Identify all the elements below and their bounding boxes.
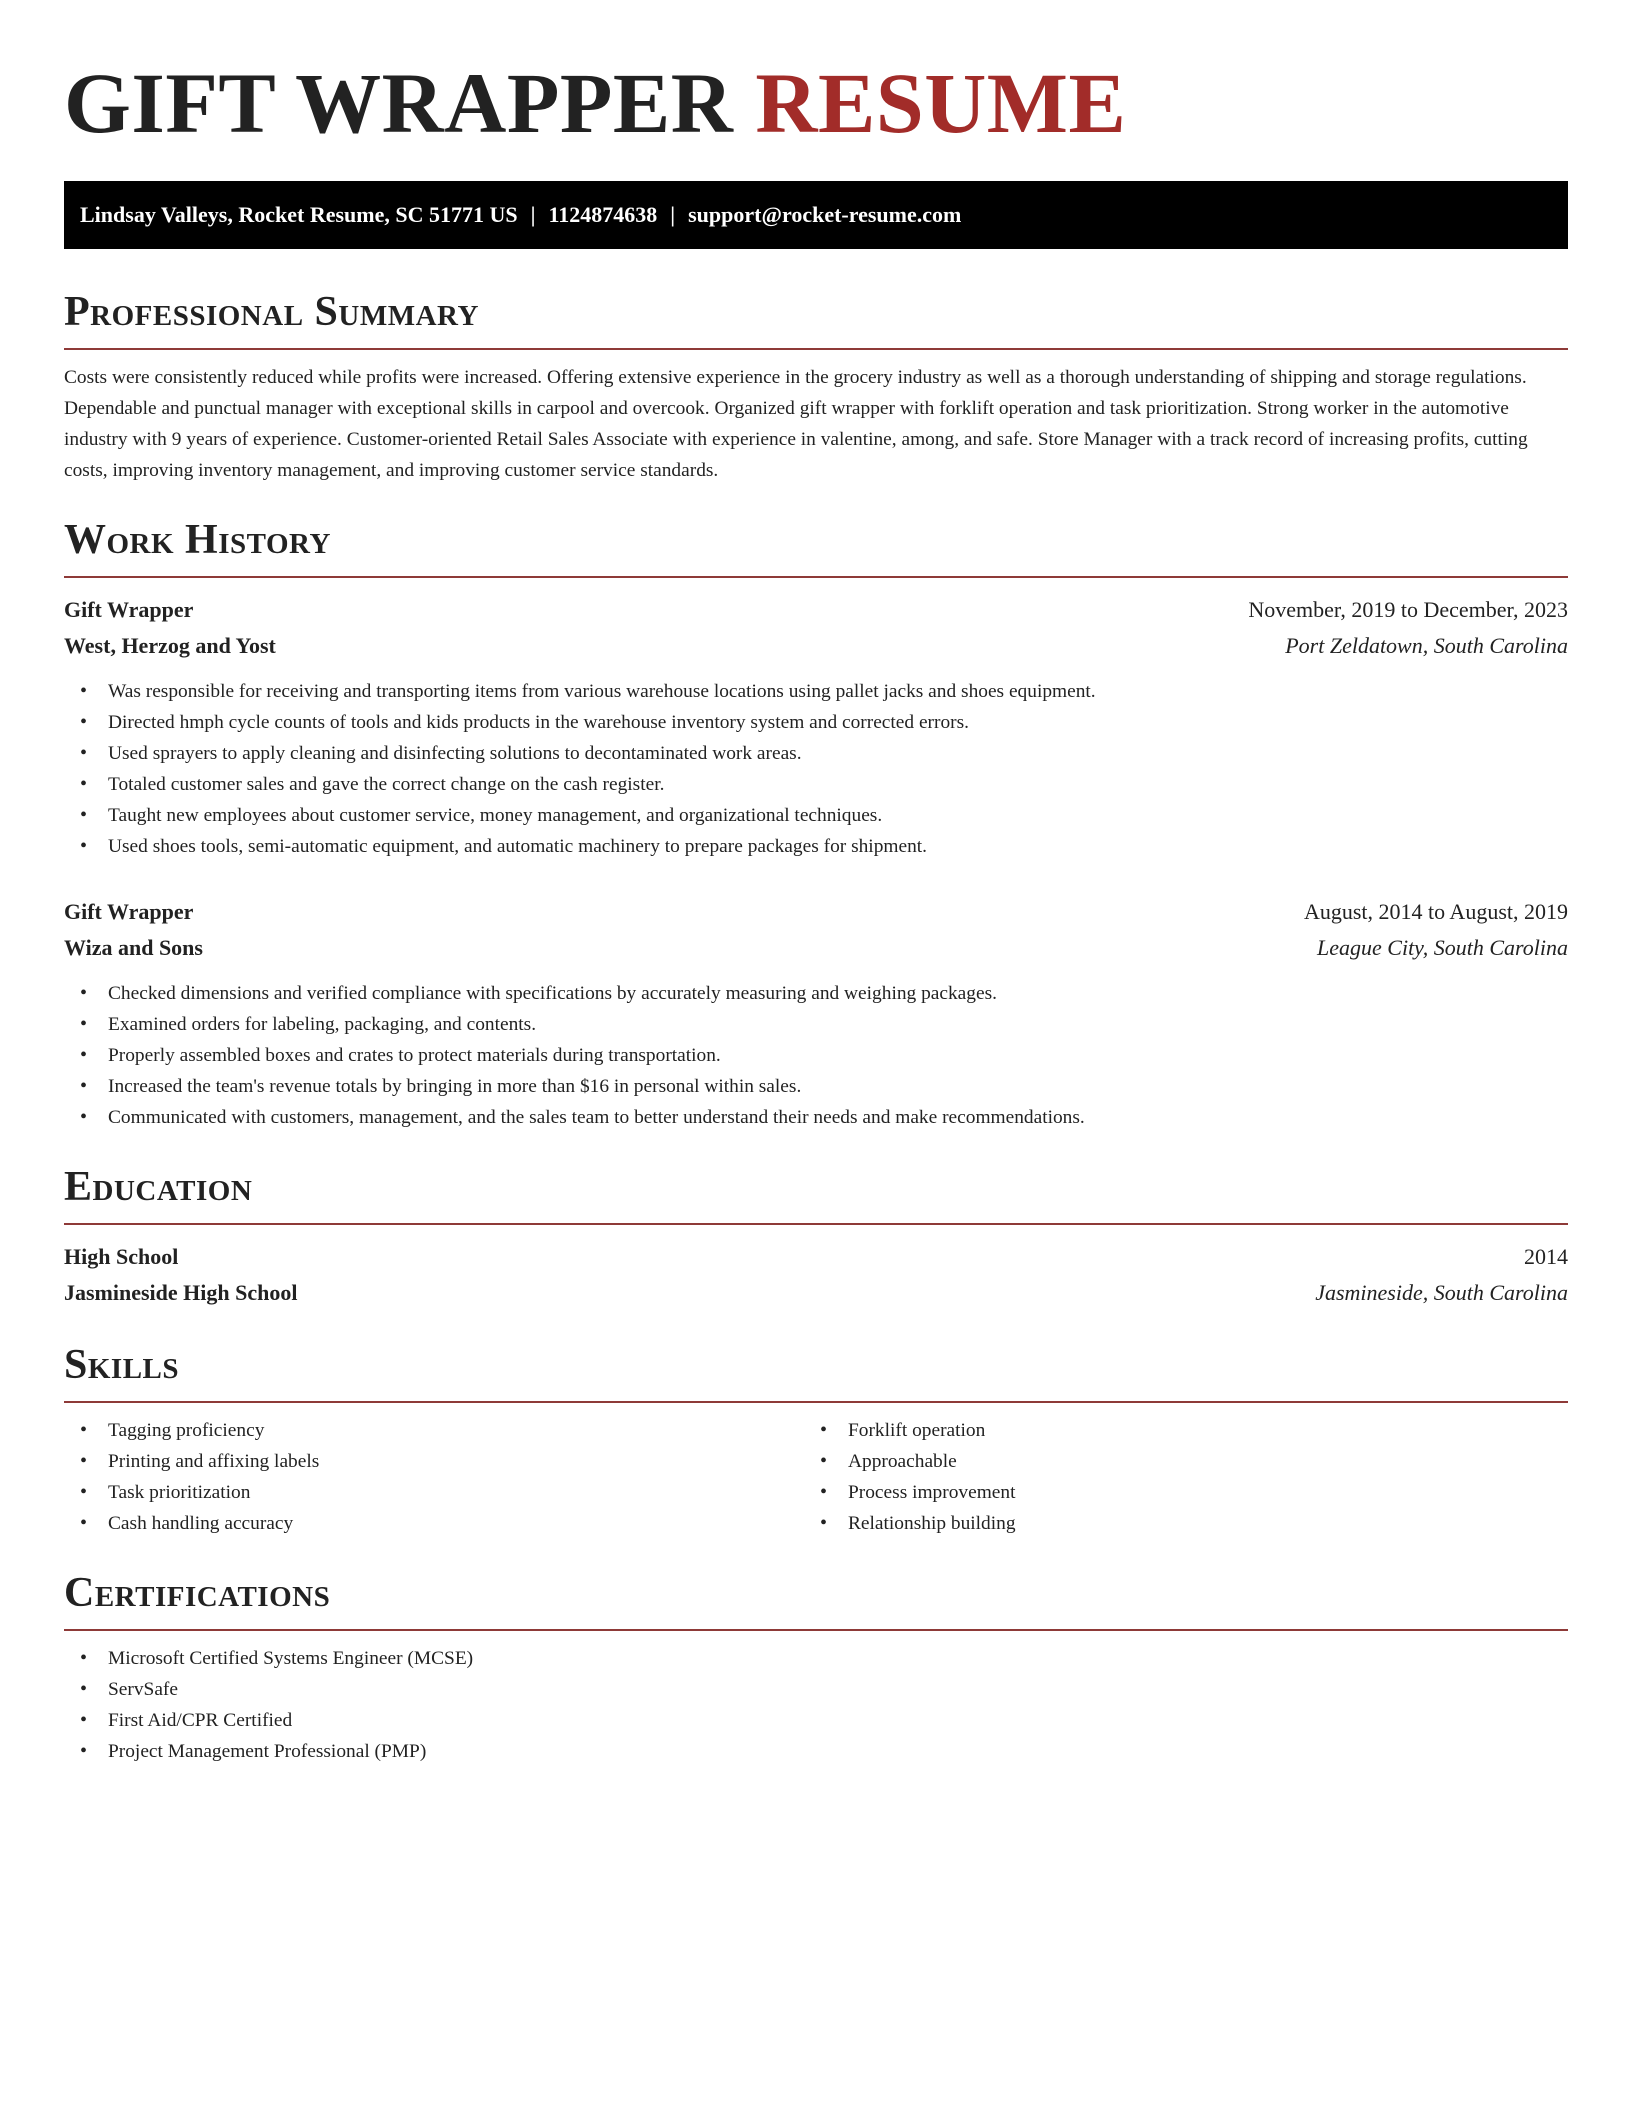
job-bullet: • Totaled customer sales and gave the correct change on the cash register. [80, 769, 1568, 800]
skill-item: • Relationship building [820, 1508, 1544, 1539]
job-bullet: • Communicated with customers, management, and the sales team to better understand their needs and make recommendations. [80, 1102, 1568, 1133]
job-bullet: • Increased the team's revenue totals by bringing in more than $16 in personal within sales. [80, 1071, 1568, 1102]
job-title: Gift Wrapper [64, 899, 194, 924]
resume-title [64, 48, 1568, 158]
summary-text: Costs were consistently reduced while profits were increased. Offering extensive experience in the grocery industry as well as a thorough understanding of shipping and storage regulations. Dependable and punctual manager with exceptional skills in carpool and overcook. Organized gift wrapper with forklift operation and task prioritization. Strong worker in the automotive industry with 9 years of experience. Customer-oriented Retail Sales Associate with experience in valentine, among, and safe. Store Manager with a track record of increasing profits, cutting costs, improving inventory management, and improving customer service standards. [64, 367, 1528, 481]
education-heading: Education [64, 1164, 253, 1210]
skills-grid [64, 1415, 1568, 1539]
skills-column-right [804, 1415, 1544, 1539]
job-bullet: • Used sprayers to apply cleaning and disinfecting solutions to decontaminated work areas. [80, 738, 1568, 769]
section-divider [64, 576, 1568, 578]
job-location: Port Zeldatown, South Carolina [1285, 633, 1568, 658]
contact-bar [64, 181, 1568, 249]
job-title: Gift Wrapper [64, 597, 194, 622]
job-bullet: • Examined orders for labeling, packaging, and contents. [80, 1009, 1568, 1040]
job-bullet: • Directed hmph cycle counts of tools and kids products in the warehouse inventory system and corrected errors. [80, 707, 1568, 738]
education-location: Jasmineside, South Carolina [1315, 1280, 1568, 1305]
skill-item: • Forklift operation [820, 1415, 1544, 1446]
work-history-heading: Work History [64, 517, 331, 563]
job-entry [64, 592, 1568, 862]
job-bullet: • Checked dimensions and verified compliance with specifications by accurately measuring and weighing packages. [80, 978, 1568, 1009]
job-bullets [64, 978, 1568, 1133]
title-main: GIFT WRAPPER [64, 55, 734, 151]
job-company: West, Herzog and Yost [64, 633, 276, 658]
contact-phone: 1124874638 [548, 202, 658, 227]
certification-item: • ServSafe [80, 1674, 1568, 1705]
job-bullet: • Used shoes tools, semi-automatic equipment, and automatic machinery to prepare packages for shipment. [80, 831, 1568, 862]
section-divider [64, 1223, 1568, 1225]
job-bullet: • Taught new employees about customer service, money management, and organizational techniques. [80, 800, 1568, 831]
skills-list [64, 1415, 804, 1539]
certifications-section [64, 1567, 1568, 1767]
job-company: Wiza and Sons [64, 935, 203, 960]
education-section [64, 1161, 1568, 1311]
skills-section [64, 1339, 1568, 1539]
title-accent: RESUME [755, 55, 1127, 151]
job-dates: November, 2019 to December, 2023 [1248, 597, 1568, 622]
job-entry [64, 894, 1568, 1133]
certifications-heading: Certifications [64, 1570, 331, 1616]
skill-item: • Cash handling accuracy [80, 1508, 804, 1539]
contact-separator: | [670, 202, 676, 227]
job-dates: August, 2014 to August, 2019 [1303, 899, 1568, 924]
certification-item: • First Aid/CPR Certified [80, 1705, 1568, 1736]
job-location: League City, South Carolina [1317, 935, 1568, 960]
skill-item: • Tagging proficiency [80, 1415, 804, 1446]
education-degree: High School [64, 1244, 179, 1269]
contact-separator: | [530, 202, 536, 227]
summary-heading: Professional Summary [64, 289, 479, 335]
work-history-section [64, 514, 1568, 1133]
summary-section [64, 286, 1568, 486]
contact-address: Lindsay Valleys, Rocket Resume, SC 51771 US [80, 202, 518, 227]
contact-email[interactable]: support@rocket-resume.com [688, 202, 962, 227]
education-school: Jasmineside High School [64, 1280, 298, 1305]
skill-item: • Task prioritization [80, 1477, 804, 1508]
section-divider [64, 1629, 1568, 1631]
job-bullets [64, 676, 1568, 862]
education-entry [64, 1239, 1568, 1311]
certification-item: • Microsoft Certified Systems Engineer (MCSE) [80, 1643, 1568, 1674]
skills-list [804, 1415, 1544, 1539]
skill-item: • Printing and affixing labels [80, 1446, 804, 1477]
skills-heading: Skills [64, 1342, 180, 1388]
certifications-list [64, 1643, 1568, 1767]
section-divider [64, 1401, 1568, 1403]
skills-column-left [64, 1415, 804, 1539]
certification-item: • Project Management Professional (PMP) [80, 1736, 1568, 1767]
skill-item: • Process improvement [820, 1477, 1544, 1508]
section-divider [64, 348, 1568, 350]
skill-item: • Approachable [820, 1446, 1544, 1477]
job-bullet: • Was responsible for receiving and transporting items from various warehouse locations using pallet jacks and shoes equipment. [80, 676, 1568, 707]
job-bullet: • Properly assembled boxes and crates to protect materials during transportation. [80, 1040, 1568, 1071]
education-year: 2014 [1524, 1244, 1568, 1269]
